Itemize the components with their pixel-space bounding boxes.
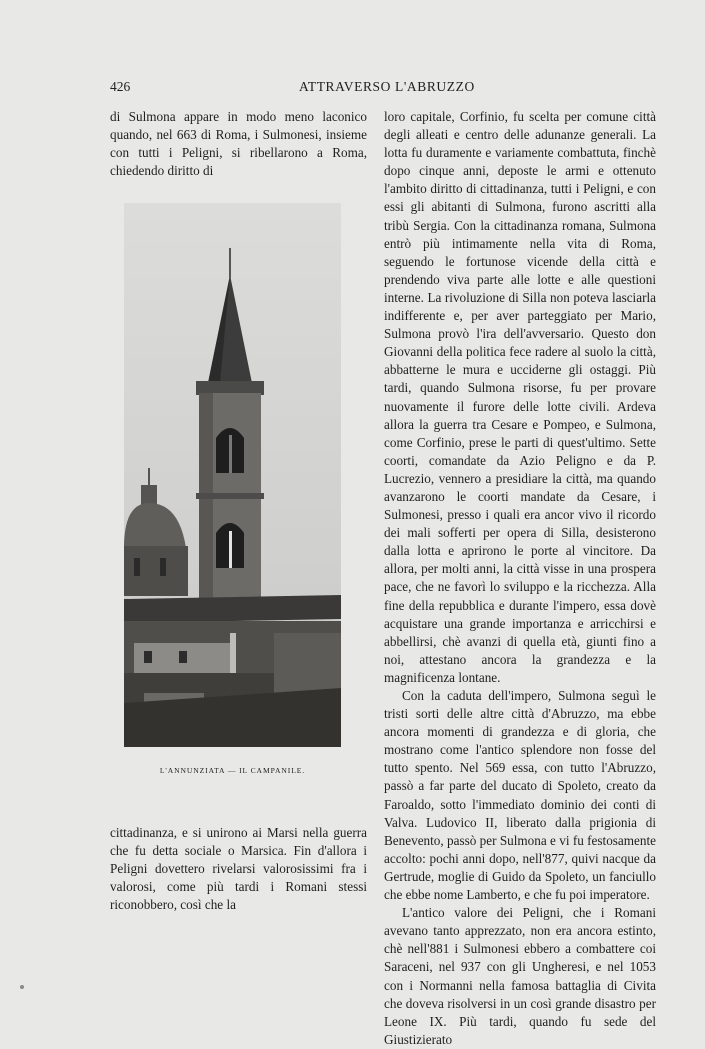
bell-tower-illustration	[124, 203, 341, 747]
margin-speck	[20, 985, 24, 989]
left-column-bottom	[110, 824, 367, 914]
page-number: 426	[110, 79, 131, 94]
paragraph: di Sulmona appare in modo meno laconico quando, nel 663 di Roma, i Sulmonesi, insieme con tutti i Peligni, si ribellarono a Roma, chiedendo diritto di	[110, 109, 367, 179]
paragraph: loro capitale, Corfinio, fu scelta per comune città degli alleati e centro delle adunanze generali. La lotta fu duramente e variamente combattuta, finchè dopo cinque anni, deposte le armi e ottenuto l'ambito diritto di cittadinanza, tutti i Peligni, e con essi gli abitanti di Sulmona, furono ascritti alla tribù Sergia. Con la cittadinanza romana, Sulmona entrò più intimamente nella vita di Roma, seguendo le fortunose vicende della città e prendendo viva parte alle lotte e alle questioni interne. La rivoluzione di Silla non poteva lasciarla indifferente e, per aver parteggiato per Mario, Sulmona provò l'ira dell'avversario. Questo don Giovanni della politica fece radere al suolo la città, abbatterne le mura e ucciderne gli ostaggi. Più tardi, quando Sulmona risorse, fu per provare nuovamente il furore delle lotte civili. Ardeva allora la guerra tra Cesare e Pompeo, e Sulmona, come Corfinio, prese le parti di quest'ultimo. Sette coorti, comandate da Azio Peligno e da P. Lucrezio, vennero a presidiare la città, ma quando avanzarono le coorti mandate da Cesare, i Sulmonesi, presso i quali era ancor vivo il ricordo dei mali sofferti per opera di Silla, desisterono dalla lotta e aprirono le porte al vincitore. Da allora, per molti anni, la città visse in una prospera pace, che ne favorì lo sviluppo e la ricchezza. Alla fine della repubblica e durante l'impero, essa dovè acquistare una grande importanza e arricchirsi e abbellirsi, chè avanzi di quella età, giunti fino a noi, attestano ancora la grandezza e la magnificenza lontane.	[384, 109, 656, 685]
paragraph: cittadinanza, e si unirono ai Marsi nella guerra che fu detta sociale o Marsica. Fin d'allora i Peligni dovettero rivelarsi valorosissimi fra i valorosi, come più tardi i Romani stessi riconobbero, così che la	[110, 825, 367, 913]
right-column	[384, 108, 656, 1049]
running-title: ATTRAVERSO L'ABRUZZO	[299, 79, 475, 94]
paragraph: Con la caduta dell'impero, Sulmona seguì le tristi sorti delle altre città d'Abruzzo, ma ebbe ancora momenti di grandezza e di gloria, che mostrano come l'antico splendore non fosse del tutto spento. Nel 569 essa, con tutto l'Abruzzo, passò a far parte del ducato di Spoleto, creato da Faroaldo, sotto l'immediato dominio dei conti di Valva. Ludovico II, liberato dalla prigionia di Benevento, passò per Sulmona e vi fu festosamente accolto: pochi anni dopo, nell'877, quivi nacque da Gertrude, moglie di Guido da Spoleto, un fanciullo che ebbe nome Lamberto, e che fu poi imperatore.	[384, 688, 656, 903]
bell-tower-photograph	[124, 203, 341, 747]
left-column-top	[110, 108, 367, 180]
figure-caption: L'ANNUNZIATA — IL CAMPANILE.	[159, 766, 306, 775]
paragraph: L'antico valore dei Peligni, che i Romani avevano tanto apprezzato, non era ancora estinto, chè nell'881 i Sulmonesi ebbero a combattere coi Saraceni, nel 937 con gli Ungheresi, e nel 1053 con i Normanni nella famosa battaglia di Civita che doveva risolversi in un così grande disastro per Leone IX. Più tardi, quando fu sede del Giustizierato	[384, 905, 656, 1047]
